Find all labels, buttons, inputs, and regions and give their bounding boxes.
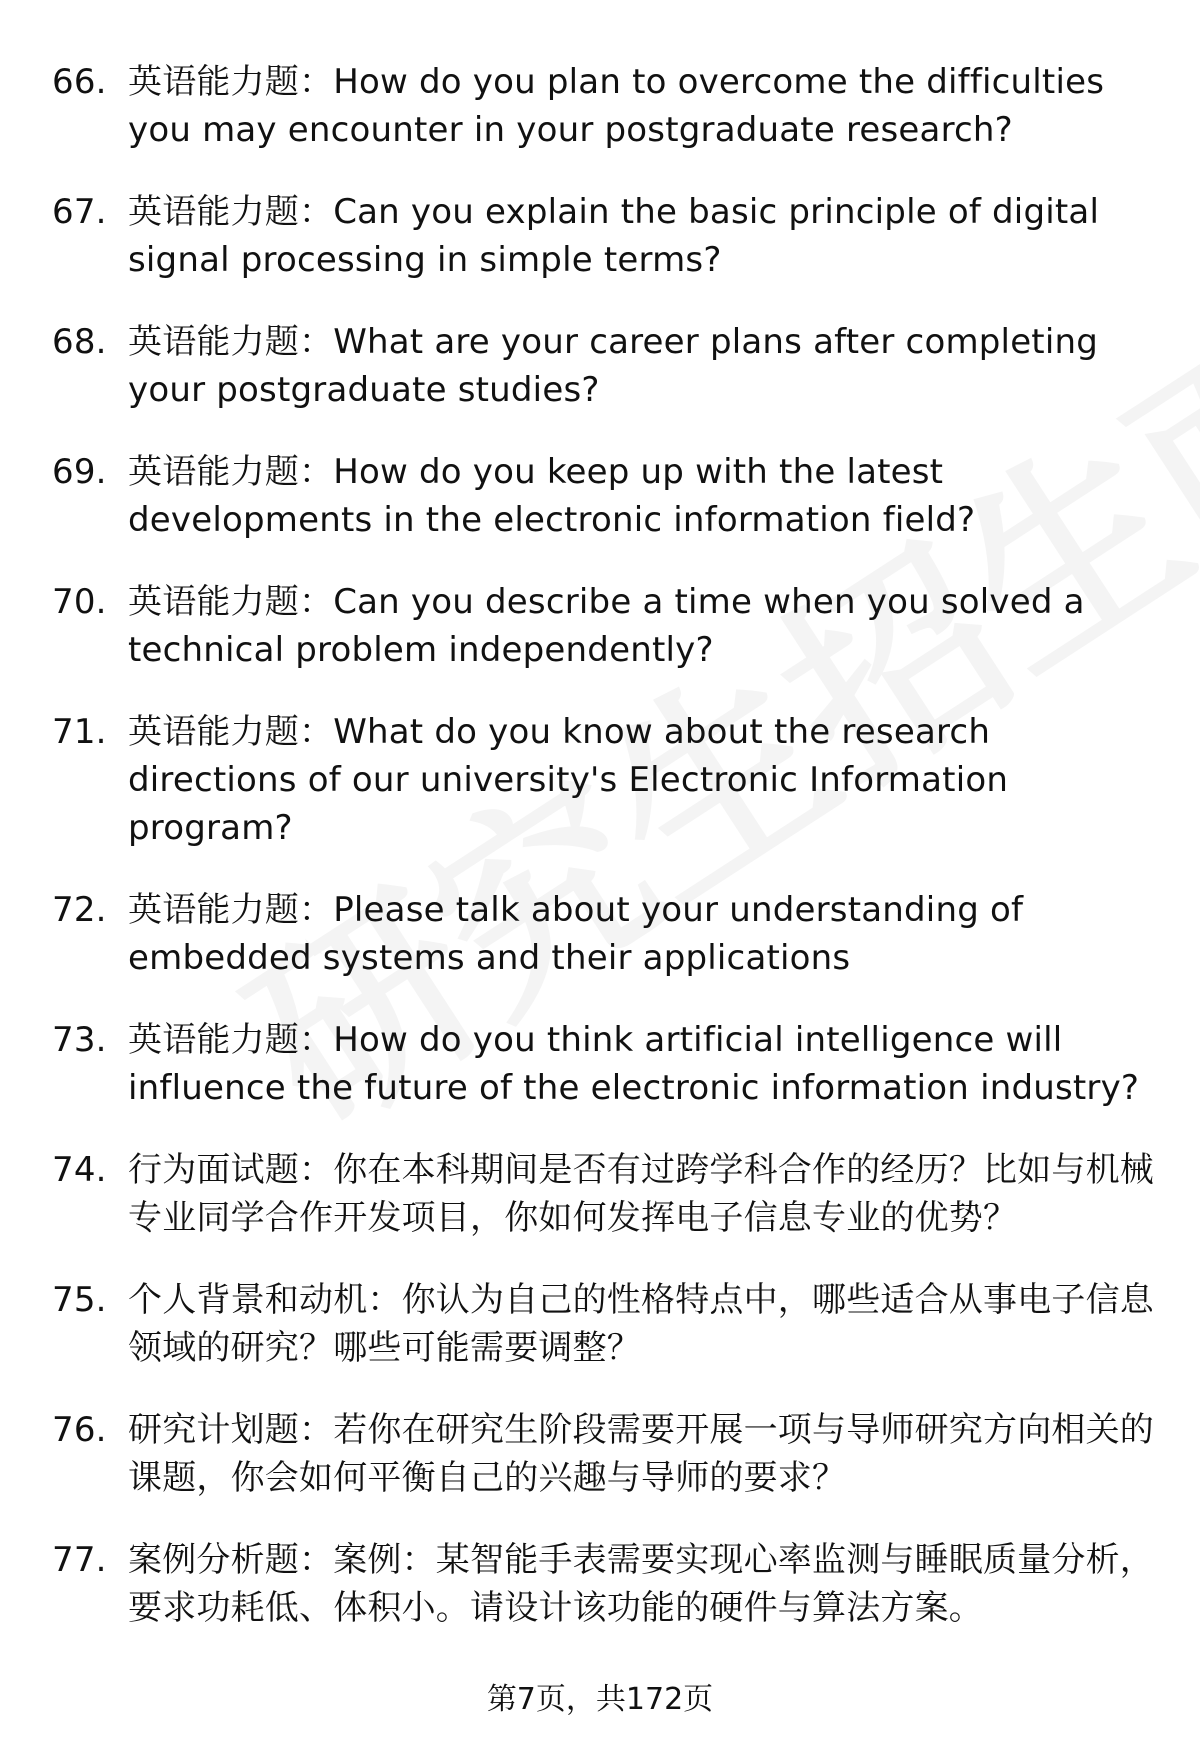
question-number: 66.	[52, 62, 107, 102]
question-item-74	[52, 1146, 1162, 1242]
question-item-67	[52, 188, 1162, 284]
question-number: 77.	[52, 1540, 107, 1580]
question-number: 70.	[52, 582, 107, 622]
question-item-69	[52, 448, 1162, 544]
question-text: 英语能力题：Can you describe a time when you solved a technical problem independently?	[128, 582, 1085, 670]
question-item-71	[52, 708, 1162, 852]
question-item-77	[52, 1536, 1162, 1632]
question-number: 71.	[52, 712, 107, 752]
question-text: 个人背景和动机：你认为自己的性格特点中，哪些适合从事电子信息领域的研究？哪些可能需要调整？	[128, 1280, 1154, 1368]
question-text: 英语能力题：Can you explain the basic principle of digital signal processing in simple terms?	[128, 192, 1100, 280]
page-footer: 第7页，共172页	[486, 1682, 714, 1717]
question-item-72	[52, 886, 1162, 982]
question-text: 行为面试题：你在本科期间是否有过跨学科合作的经历？比如与机械专业同学合作开发项目，你如何发挥电子信息专业的优势？	[128, 1150, 1154, 1238]
question-item-75	[52, 1276, 1162, 1372]
question-number: 75.	[52, 1280, 107, 1320]
question-item-73	[52, 1016, 1162, 1112]
question-text: 英语能力题：How do you think artificial intelligence will influence the future of the electronic information industry?	[128, 1020, 1140, 1108]
question-text: 英语能力题：What do you know about the research directions of our university's Electronic Information program?	[128, 712, 1009, 848]
question-text: 英语能力题：Please talk about your understanding of embedded systems and their applications	[128, 890, 1024, 978]
question-item-68	[52, 318, 1162, 414]
question-number: 76.	[52, 1410, 107, 1450]
question-item-66	[52, 58, 1162, 154]
question-item-76	[52, 1406, 1162, 1502]
question-number: 72.	[52, 890, 107, 930]
question-text: 案例分析题：案例：某智能手表需要实现心率监测与睡眠质量分析，要求功耗低、体积小。请设计该功能的硬件与算法方案。	[128, 1540, 1154, 1628]
question-number: 67.	[52, 192, 107, 232]
question-list	[0, 58, 1200, 1666]
question-number: 74.	[52, 1150, 107, 1190]
question-number: 69.	[52, 452, 107, 492]
question-text: 英语能力题：How do you plan to overcome the difficulties you may encounter in your postgraduate research?	[128, 62, 1105, 150]
question-number: 68.	[52, 322, 107, 362]
question-item-70	[52, 578, 1162, 674]
question-text: 英语能力题：What are your career plans after completing your postgraduate studies?	[128, 322, 1099, 410]
question-number: 73.	[52, 1020, 107, 1060]
question-text: 研究计划题：若你在研究生阶段需要开展一项与导师研究方向相关的课题，你会如何平衡自己的兴趣与导师的要求？	[128, 1410, 1154, 1498]
question-text: 英语能力题：How do you keep up with the latest developments in the electronic information field?	[128, 452, 976, 540]
